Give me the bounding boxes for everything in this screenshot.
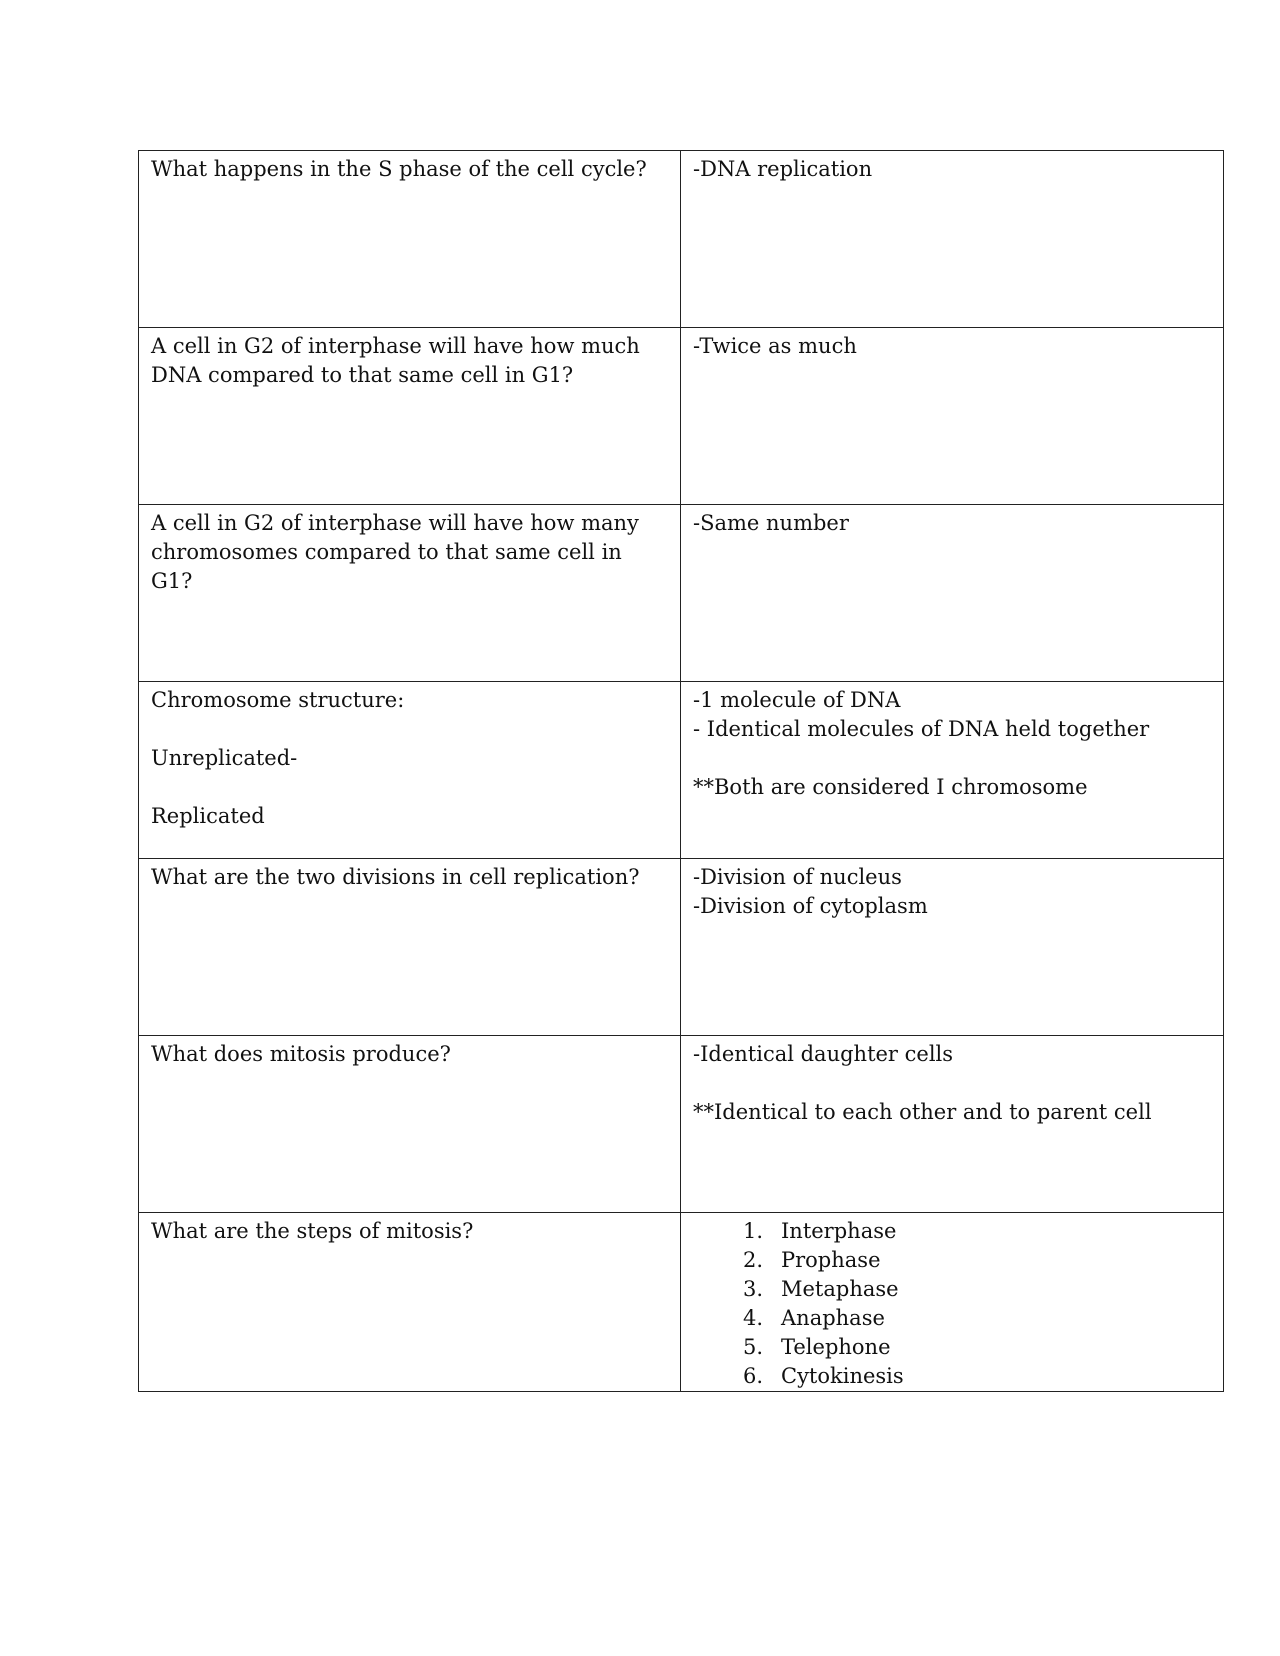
question-text: Chromosome structure: — [151, 688, 405, 712]
blank-line — [693, 744, 1211, 773]
blank-line — [151, 773, 668, 802]
answer-text: -Twice as much — [693, 334, 857, 358]
list-item — [743, 1275, 1211, 1304]
list-number: 2. — [743, 1248, 764, 1272]
question-text: What are the two divisions in cell replication? — [151, 865, 640, 889]
table-row — [139, 505, 1224, 682]
answer-text: -DNA replication — [693, 157, 873, 181]
question-cell — [139, 328, 681, 505]
list-item — [743, 1217, 1211, 1246]
list-item-text: Metaphase — [781, 1277, 899, 1301]
answer-text: -Identical daughter cells — [693, 1042, 954, 1066]
table-row — [139, 328, 1224, 505]
list-number: 5. — [743, 1335, 764, 1359]
list-item — [743, 1246, 1211, 1275]
question-cell — [139, 505, 681, 682]
question-text: DNA compared to that same cell in G1? — [151, 363, 574, 387]
question-cell — [139, 682, 681, 859]
answer-text: -Same number — [693, 511, 849, 535]
list-number: 1. — [743, 1219, 764, 1243]
list-number: 3. — [743, 1277, 764, 1301]
answer-text: **Both are considered I chromosome — [693, 775, 1088, 799]
list-item-text: Telephone — [781, 1335, 891, 1359]
mitosis-steps-list — [693, 1217, 1211, 1391]
question-text: What are the steps of mitosis? — [151, 1219, 474, 1243]
question-text: What happens in the S phase of the cell cycle? — [151, 157, 647, 181]
question-text: A cell in G2 of interphase will have how much — [151, 334, 640, 358]
question-text: chromosomes compared to that same cell in G1? — [151, 540, 629, 593]
list-item-text: Interphase — [781, 1219, 897, 1243]
answer-cell — [681, 151, 1224, 328]
answer-text: - Identical molecules of DNA held together — [693, 717, 1150, 741]
list-item-text: Prophase — [781, 1248, 881, 1272]
table-row — [139, 859, 1224, 1036]
blank-line — [151, 715, 668, 744]
question-cell — [139, 1036, 681, 1213]
list-item — [743, 1333, 1211, 1362]
blank-line — [693, 1069, 1211, 1098]
table-row — [139, 151, 1224, 328]
table-row — [139, 682, 1224, 859]
answer-text: **Identical to each other and to parent cell — [693, 1100, 1152, 1124]
answer-text: -Division of cytoplasm — [693, 894, 928, 918]
question-text: Replicated — [151, 804, 265, 828]
list-number: 4. — [743, 1306, 764, 1330]
answer-cell — [681, 328, 1224, 505]
question-cell — [139, 859, 681, 1036]
answer-text: -Division of nucleus — [693, 865, 902, 889]
list-item-text: Cytokinesis — [781, 1364, 904, 1388]
answer-cell — [681, 682, 1224, 859]
question-text: A cell in G2 of interphase will have how many — [151, 511, 639, 535]
answer-cell — [681, 1036, 1224, 1213]
answer-cell — [681, 859, 1224, 1036]
list-item — [743, 1362, 1211, 1391]
answer-text: -1 molecule of DNA — [693, 688, 901, 712]
qa-table — [138, 150, 1224, 1392]
list-number: 6. — [743, 1364, 764, 1388]
list-item — [743, 1304, 1211, 1333]
table-row — [139, 1213, 1224, 1392]
question-cell — [139, 1213, 681, 1392]
table-row — [139, 1036, 1224, 1213]
question-text: Unreplicated- — [151, 746, 298, 770]
list-item-text: Anaphase — [781, 1306, 885, 1330]
question-text: What does mitosis produce? — [151, 1042, 451, 1066]
answer-cell — [681, 505, 1224, 682]
answer-cell — [681, 1213, 1224, 1392]
question-cell — [139, 151, 681, 328]
